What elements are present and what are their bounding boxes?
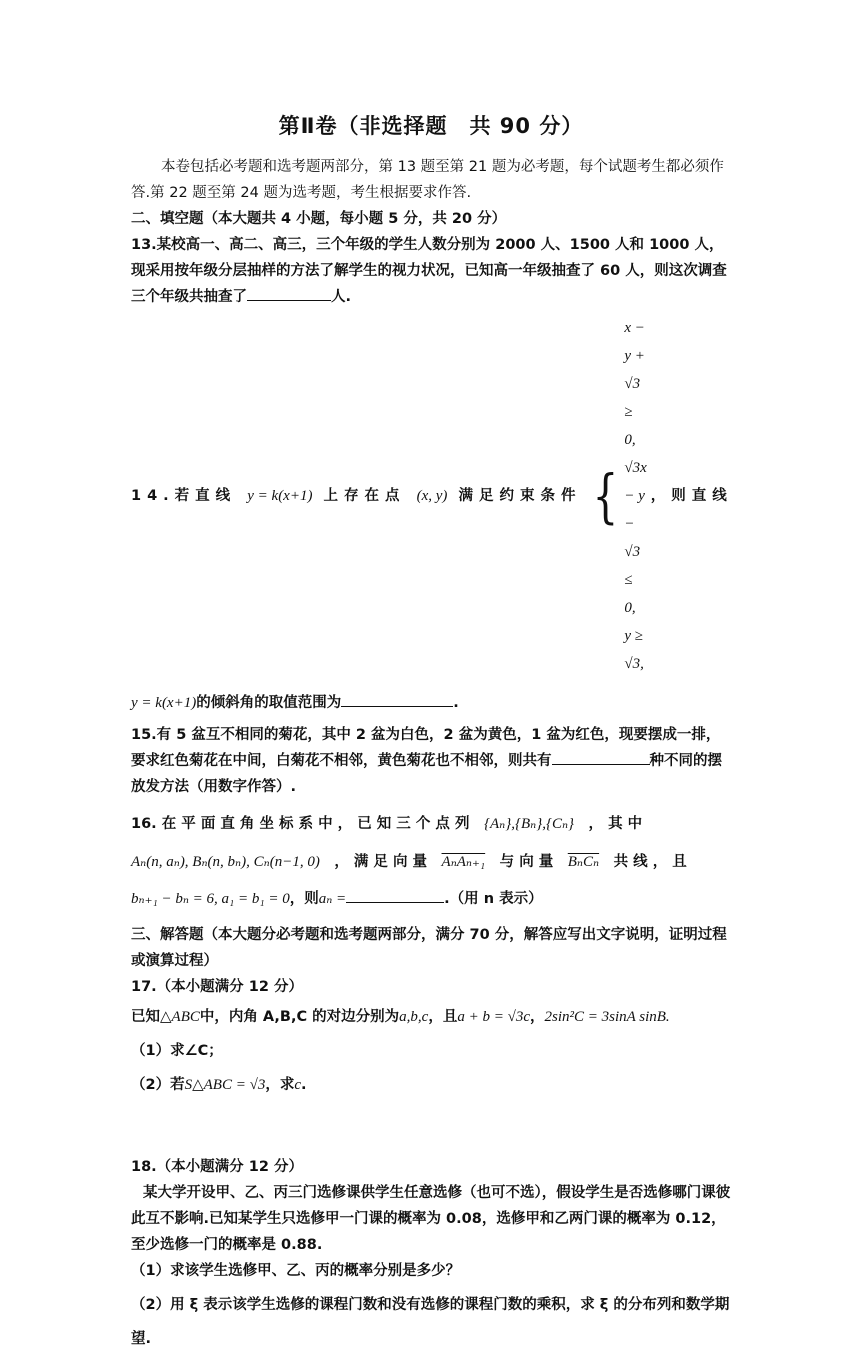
- answer-blank: [341, 690, 453, 707]
- question-18-heading: 18.（本小题满分 12 分）: [131, 1159, 303, 1175]
- constraint-2: √3x − y − √3 ≤ 0,: [624, 460, 647, 616]
- solution-section-heading: 三、解答题（本大题分必考题和选考题两部分，满分 70 分，解答应写出文字说明，证明过程或演算过程）: [131, 927, 727, 969]
- question-15: 15.有 5 盆互不相同的菊花，其中 2 盆为白色，2 盆为黄色，1 盆为红色，现要摆成一排，要求红色菊花在中间，白菊花不相邻，黄色菊花也不相邻，则共有 种不同的摆放发方法（用数字作答）.: [131, 727, 722, 795]
- constraint-1: x − y + √3 ≥ 0,: [624, 320, 645, 448]
- question-16-line3: bₙ₊₁ − bₙ = 6, a₁ = b₁ = 0，则aₙ = .（用 n 表示）: [131, 882, 731, 916]
- question-14: 14.若直线 y = k(x+1) 上存在点 (x, y) 满足约束条件 { x − y + √3 ≥ 0, √3x − y − √3 ≤ 0, y ≥ √3, ，则直线: [131, 314, 731, 678]
- question-16-line1: 16. 在 平 面 直 角 坐 标 系 中 ， 已 知 三 个 点 列 {Aₙ},{Bₙ},{Cₙ} ， 其 中: [131, 816, 643, 832]
- question-17-part2: （2）若S△ABC = √3，求c.: [131, 1077, 307, 1093]
- question-14-cont: y = k(x+1)的倾斜角的取值范围为 .: [131, 690, 731, 716]
- constraint-system: [587, 314, 646, 678]
- answer-blank: [552, 748, 650, 765]
- question-18-part2: （2）用 ξ 表示该学生选修的课程门数和没有选修的课程门数的乘积，求 ξ 的分布列和数学期望.: [131, 1297, 730, 1347]
- answer-blank: [247, 284, 331, 301]
- question-17-stem: 已知△ABC中，内角 A,B,C 的对边分别为a,b,c，且a + b = √3c，2sin²C = 3sinA sinB.: [131, 1009, 670, 1025]
- question-17-part1: （1）求∠C；: [131, 1043, 223, 1059]
- section-intro: 本卷包括必考题和选考题两部分，第 13 题至第 21 题为必考题，每个试题考生都必须作答.第 22 题至第 24 题为选考题，考生根据要求作答.: [131, 159, 724, 201]
- answer-blank: [346, 886, 444, 903]
- exam-page: [131, 110, 731, 1356]
- question-13: 13.某校高一、高二、高三，三个年级的学生人数分别为 2000 人、1500 人和 1000 人，现采用按年级分层抽样的方法了解学生的视力状况，已知高一年级抽查了 60 人，则这次调查三个年级共抽查了 人.: [131, 237, 727, 305]
- section-title: 第Ⅱ卷（非选择题 共 90 分）: [278, 114, 584, 138]
- fill-in-section-heading: 二、填空题（本大题共 4 小题，每小题 5 分，共 20 分）: [131, 211, 507, 227]
- question-18-stem: 某大学开设甲、乙、丙三门选修课供学生任意选修（也可不选），假设学生是否选修哪门课彼此互不影响.已知某学生只选修甲一门课的概率为 0.08，选修甲和乙两门课的概率为 0.12，至少选修一门的概率是 0.88.: [131, 1185, 731, 1253]
- question-16-line2: Aₙ(n, aₙ), Bₙ(n, bₙ), Cₙ(n−1, 0) ， 满 足 向 量 AₙAₙ₊₁ 与 向 量 BₙCₙ 共 线 ， 且: [131, 854, 687, 870]
- question-17-heading: 17.（本小题满分 12 分）: [131, 979, 303, 995]
- left-brace: {: [593, 462, 619, 530]
- question-18-part1: （1）求该学生选修甲、乙、丙的概率分别是多少？: [131, 1263, 461, 1279]
- constraint-3: y ≥ √3,: [624, 628, 644, 672]
